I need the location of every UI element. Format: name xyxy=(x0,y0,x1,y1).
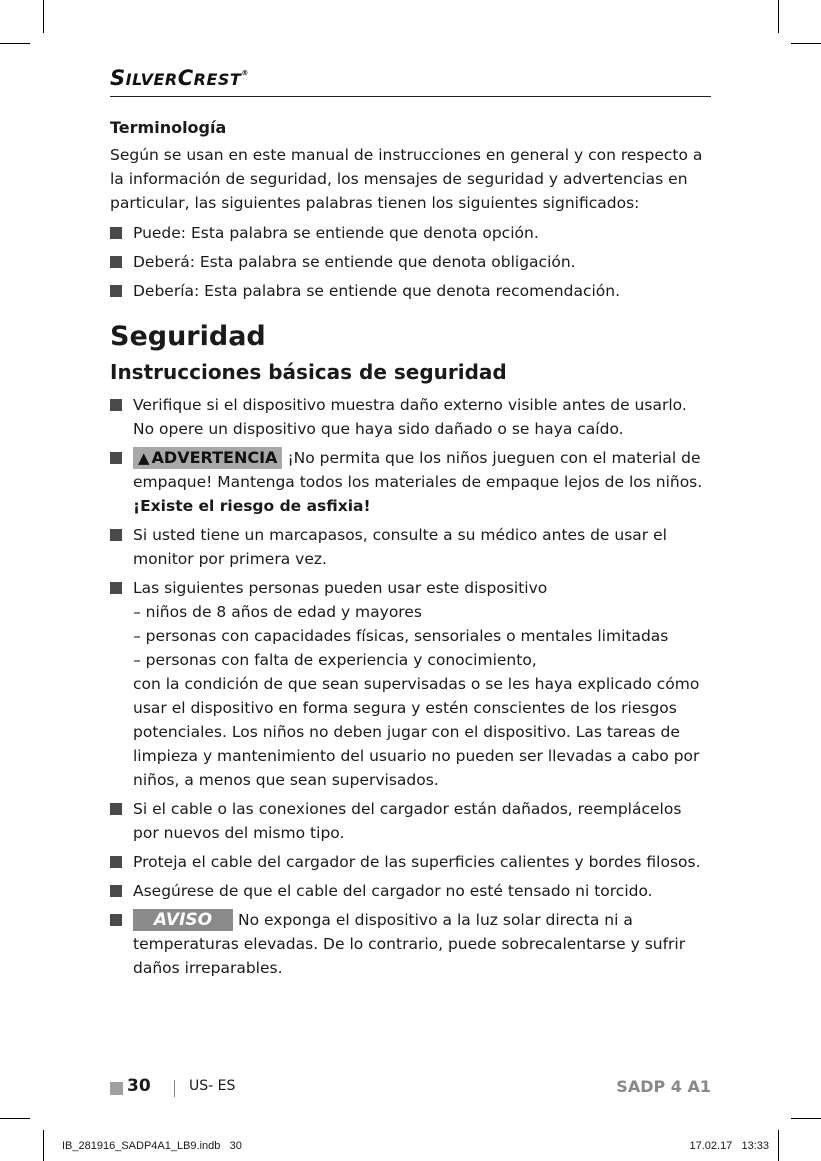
list-item: AVISO No exponga el dispositivo a la luz solar directa ni a temperaturas elevadas. De lo contrario, puede sobrecalentarse y sufrir daños irreparables. xyxy=(110,908,711,980)
print-datetime: 17.02.17 13:33 xyxy=(689,1140,769,1152)
list-item: Verifique si el dispositivo muestra daño externo visible antes de usarlo. No opere un dispositivo que haya sido dañado o se haya caído. xyxy=(110,393,711,441)
language-code: US- ES xyxy=(189,1078,236,1094)
crop-mark xyxy=(43,0,44,33)
safety-list xyxy=(110,393,711,980)
model-number: SADP 4 A1 xyxy=(616,1077,711,1096)
header-rule xyxy=(110,96,711,97)
crop-mark xyxy=(43,1130,44,1161)
terminology-heading: Terminología xyxy=(110,118,227,137)
crop-mark xyxy=(0,1118,30,1119)
crop-mark xyxy=(778,1130,779,1161)
bullet-square-icon xyxy=(110,452,122,464)
section-title: Seguridad xyxy=(110,321,266,352)
bullet-square-icon xyxy=(110,803,122,815)
terminology-intro: Según se usan en este manual de instrucciones en general y con respecto a la información de seguridad, los mensajes de seguridad y advertencias en particular, las siguientes palabras tienen los siguientes significados: xyxy=(110,146,703,212)
list-item: Las siguientes personas pueden usar este dispositivo – niños de 8 años de edad y mayores – personas con capacidades físicas, sensoriales o mentales limitadas – personas con falta de experiencia y conocimiento, con la condición de que sean supervisadas o se les haya explicado cómo usar el dispositivo en forma segura y estén conscientes de los riesgos potenciales. Los niños no deben jugar con el dispositivo. Las tareas de limpieza y mantenimiento del usuario no pueden ser llevadas a cabo por niños, a menos que sean supervisados. xyxy=(110,576,711,792)
page-number: 30 xyxy=(127,1076,151,1096)
list-item: Si usted tiene un marcapasos, consulte a su médico antes de usar el monitor por primera vez. xyxy=(110,523,711,571)
warning-badge: ▲ ADVERTENCIA xyxy=(133,447,282,469)
footer-divider xyxy=(174,1080,175,1097)
crop-mark xyxy=(0,43,30,44)
list-item: ▲ ADVERTENCIA ¡No permita que los niños jueguen con el material de empaque! Mantenga todos los materiales de empaque lejos de los niños. ¡Existe el riesgo de asfixia! xyxy=(110,446,711,518)
bullet-square-icon xyxy=(110,529,122,541)
list-item: Asegúrese de que el cable del cargador no esté tensado ni torcido. xyxy=(110,879,711,903)
bullet-square-icon xyxy=(110,285,122,297)
list-item: Debería: Esta palabra se entiende que denota recomendación. xyxy=(110,279,711,303)
brand-logo: SILVERCREST® xyxy=(110,66,249,90)
list-item: Proteja el cable del cargador de las superficies calientes y bordes filosos. xyxy=(110,850,711,874)
section-subtitle: Instrucciones básicas de seguridad xyxy=(110,360,507,384)
bullet-square-icon xyxy=(110,227,122,239)
crop-mark xyxy=(778,0,779,33)
list-item: Puede: Esta palabra se entiende que denota opción. xyxy=(110,221,711,245)
crop-mark xyxy=(791,43,821,44)
page-footer xyxy=(110,1076,711,1102)
print-file-info: IB_281916_SADP4A1_LB9.indb 30 xyxy=(62,1140,242,1152)
bullet-square-icon xyxy=(110,399,122,411)
list-item: Deberá: Esta palabra se entiende que denota obligación. xyxy=(110,250,711,274)
bullet-square-icon xyxy=(110,885,122,897)
warning-triangle-icon: ▲ xyxy=(138,449,150,467)
bullet-square-icon xyxy=(110,582,122,594)
bullet-square-icon xyxy=(110,856,122,868)
notice-badge: AVISO xyxy=(133,909,233,931)
bullet-square-icon xyxy=(110,914,122,926)
terminology-list xyxy=(110,221,711,303)
asphyxia-warning: ¡Existe el riesgo de asfixia! xyxy=(133,497,371,515)
crop-mark xyxy=(791,1118,821,1119)
page-content xyxy=(110,118,711,985)
footer-square-icon xyxy=(110,1082,123,1095)
bullet-square-icon xyxy=(110,256,122,268)
list-item: Si el cable o las conexiones del cargador están dañados, reemplácelos por nuevos del mismo tipo. xyxy=(110,797,711,845)
